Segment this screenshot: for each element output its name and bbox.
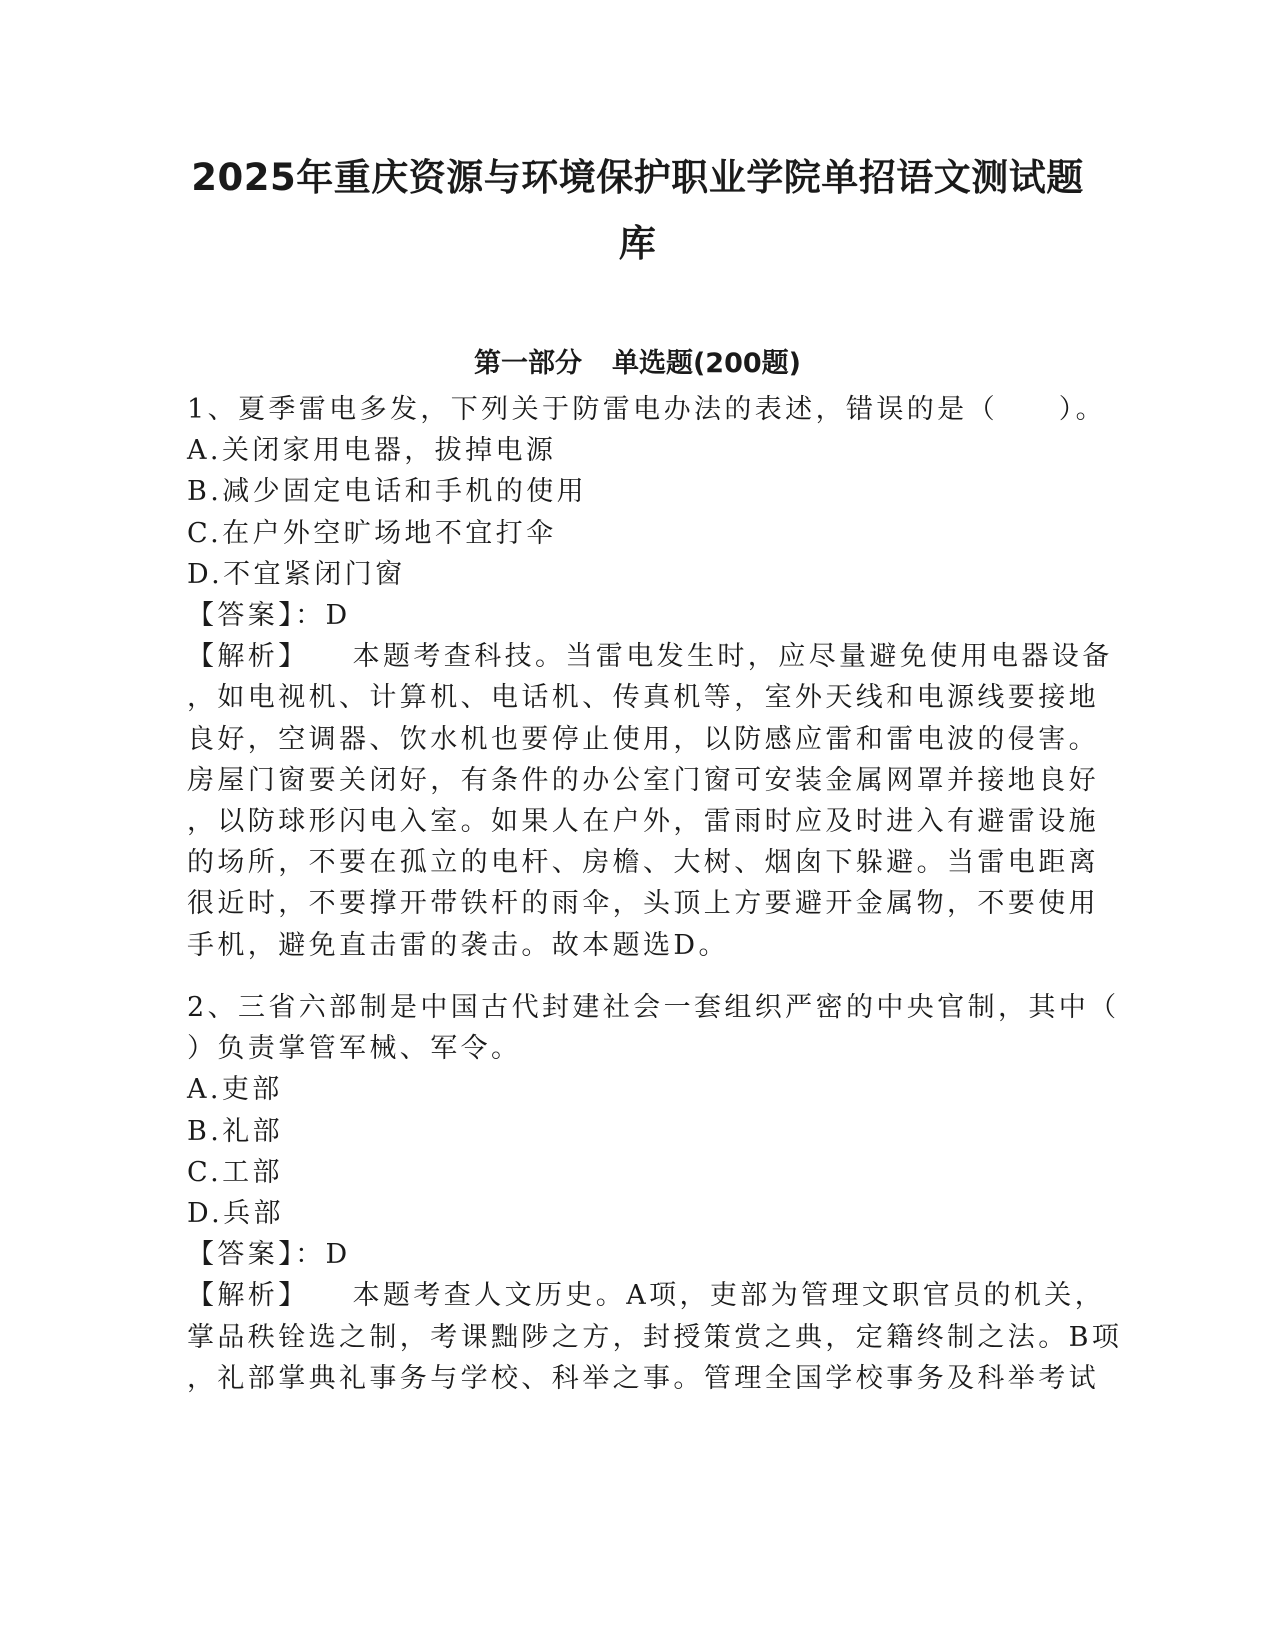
analysis-line: ，礼部掌典礼事务与学校、科举之事。管理全国学校事务及科举考试 [187,1363,1099,1394]
analysis-line: ，以防球形闪电入室。如果人在户外，雷雨时应及时进入有避雷设施 [187,806,1099,837]
answer-value: D [325,1239,351,1270]
answer-label: 【答案】： [187,1239,326,1270]
section-name: 单选题(200题) [611,348,802,379]
analysis-line: 房屋门窗要关闭好，有条件的办公室门窗可安装金属网罩并接地良好 [187,765,1099,796]
question-stem: 1、夏季雷电多发，下列关于防雷电办法的表述，错误的是（ ）。 [187,394,1107,425]
section-heading [160,346,1115,382]
answer-value: D [325,600,351,631]
answer-label: 【答案】： [187,600,326,631]
document-title-line-2: 库 [618,222,657,265]
section-part: 第一部分 [473,348,582,379]
analysis-line: ，如电视机、计算机、电话机、传真机等，室外天线和电源线要接地 [187,682,1099,713]
option-c: C.在户外空旷场地不宜打伞 [187,518,557,549]
analysis-label: 【解析】 [187,641,309,672]
answer-line [187,596,351,636]
option-b: B.礼部 [187,1116,284,1147]
analysis-text: 本题考查科技。当雷电发生时，应尽量避免使用电器设备 [352,641,1113,672]
option-c: C.工部 [187,1157,283,1188]
document-title-line-1: 2025年重庆资源与环境保护职业学院单招语文测试题 [191,156,1084,199]
analysis-text: 本题考查人文历史。A项，吏部为管理文职官员的机关， [352,1280,1106,1311]
analysis-line: 良好，空调器、饮水机也要停止使用，以防感应雷和雷电波的侵害。 [187,724,1099,755]
analysis-label: 【解析】 [187,1280,309,1311]
analysis-line: 很近时，不要撑开带铁杆的雨伞，头顶上方要避开金属物，不要使用 [187,888,1099,919]
option-b: B.减少固定电话和手机的使用 [187,476,588,507]
analysis-line: 掌品秩铨选之制，考课黜陟之方，封授策赏之典，定籍终制之法。B项 [187,1322,1123,1353]
analysis-line: 手机，避免直击雷的袭击。故本题选D。 [187,930,729,961]
option-d: D.兵部 [187,1198,284,1229]
analysis-line [187,1276,1105,1316]
answer-line [187,1235,351,1275]
option-a: A.吏部 [187,1074,283,1105]
question-stem: 2、三省六部制是中国古代封建社会一套组织严密的中央官制，其中（ [187,992,1120,1023]
option-d: D.不宜紧闭门窗 [187,559,406,590]
document-title [160,145,1115,277]
question-stem: ）负责掌管军械、军令。 [187,1033,522,1064]
analysis-line [187,637,1113,677]
option-a: A.关闭家用电器，拔掉电源 [187,435,557,466]
analysis-line: 的场所，不要在孤立的电杆、房檐、大树、烟囱下躲避。当雷电距离 [187,847,1099,878]
